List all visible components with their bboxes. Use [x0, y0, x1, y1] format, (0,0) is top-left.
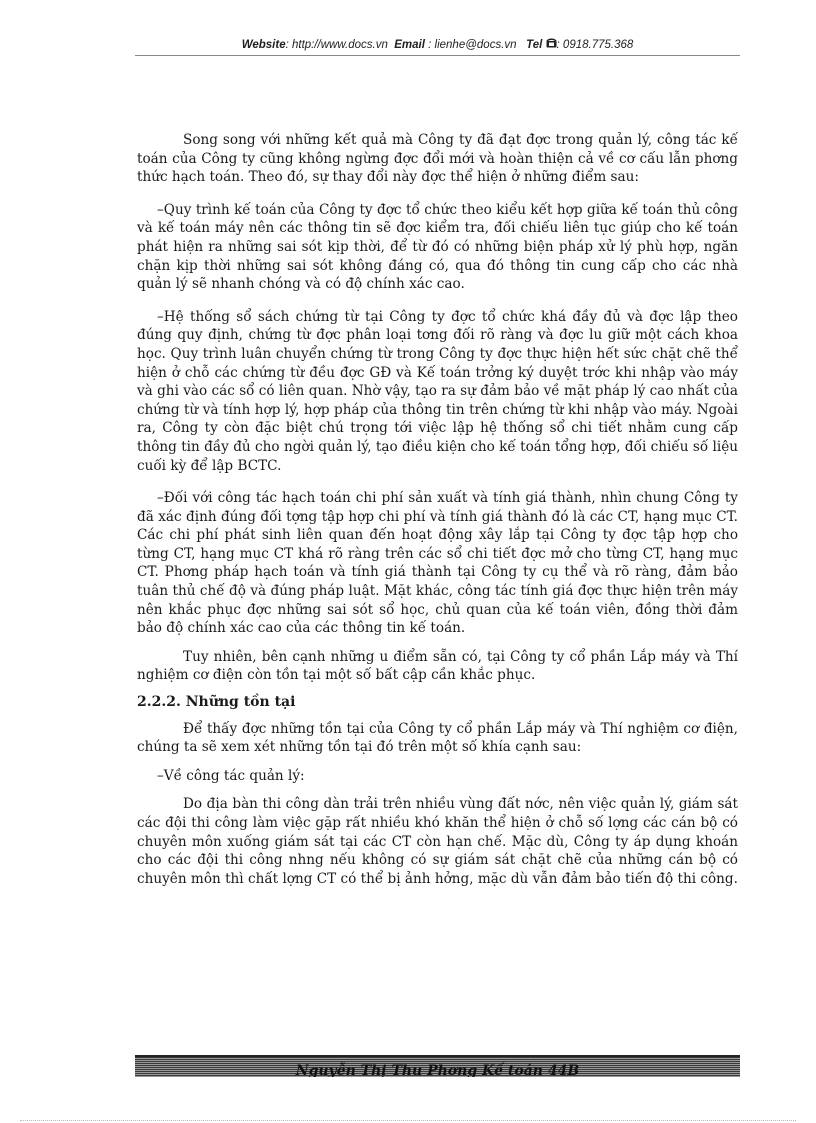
bullet-text: Đối với công tác hạch toán chi phí sản xuất và tính giá thành, nhìn chung Công ty đã xác định đúng đối tợng tập hợp chi phí và tính giá thành đó là các CT, hạng mục CT. Các chi phí phát sinh liên quan đến hoạt động xây lắp tại Công ty đợc tập hợp cho từng CT, hạng mục CT khá rõ ràng trên các sổ chi tiết đợc mở cho từng CT, hạng mục CT. Phơng pháp hạch toán và tính giá thành tại Công ty cụ thể và rõ ràng, đảm bảo tuân thủ chế độ và đúng pháp luật. Mặt khác, công tác tính giá đợc thực hiện trên máy nên khắc phục đợc những sai sót sổ học, chủ quan của kế toán viên, đồng thời đảm bảo độ chính xác cao của các thông tin kế toán. — [137, 490, 738, 637]
paragraph-however: Tuy nhiên, bên cạnh những u điểm sẵn có, tại Công ty cổ phần Lắp máy và Thí nghiệm cơ điện còn tồn tại một số bất cập cần khắc phục. — [137, 648, 738, 684]
header-divider — [135, 55, 740, 56]
dash-bullet: – — [157, 490, 164, 507]
document-body — [137, 131, 738, 902]
dash-bullet: – — [157, 767, 164, 784]
bullet-cost-accounting — [137, 489, 738, 638]
section-heading: 2.2.2. Những tồn tại — [137, 694, 296, 711]
website-label: Website — [241, 39, 286, 51]
bullet-text: Hệ thống sổ sách chứng từ tại Công ty đợc tổ chức khá đầy đủ và đợc lập theo đúng quy định, chứng từ đợc phân loại tơng đối rõ ràng và đợc lu giữ một cách khoa học. Quy trình luân chuyển chứng từ trong Công ty đợc thực hiện hết sức chặt chẽ thể hiện ở chỗ các chứng từ đều đợc GĐ và Kế toán trởng ký duyệt trớc khi nhập vào máy và ghi vào các sổ có liên quan. Nhờ vậy, tạo ra sự đảm bảo về mặt pháp lý cao nhất của chứng từ và tính hợp lý, hợp pháp của thông tin trên chứng từ khi nhập vào máy. Ngoài ra, Công ty còn đặc biệt chú trọng tới việc lập hệ thống sổ chi tiết nhằm cung cấp thông tin đầy đủ cho ngời quản lý, tạo điều kiện cho kế toán tổng hợp, đối chiếu số liệu cuối kỳ để lập BCTC. — [137, 308, 738, 474]
bullet-bookkeeping-system — [137, 308, 738, 475]
dash-bullet: – — [157, 308, 164, 325]
paragraph-construction-area: Do địa bàn thi công dàn trải trên nhiều vùng đất nớc, nên việc quản lý, giám sát các đội thi công làm việc gặp rất nhiều khó khăn thể hiện ở chỗ số lợng các cán bộ có chuyên môn xuống giám sát tại các CT còn hạn chế. Mặc dù, Công ty áp dụng khoán cho các đội thi công nhng nếu không có sự giám sát chặt chẽ của những cán bộ có chuyên môn thì chất lợng CT có thể bị ảnh hởng, mặc dù vẫn đảm bảo tiến độ thi công. — [137, 796, 738, 887]
paragraph-existing-issues: Để thấy đợc những tồn tại của Công ty cổ phần Lắp máy và Thí nghiệm cơ điện, chúng ta sẽ xem xét những tồn tại đó trên một số khía cạnh sau: — [137, 720, 738, 756]
paragraph-intro: Song song với những kết quả mà Công ty đã đạt đợc trong quản lý, công tác kế toán của Công ty cũng không ngừng đợc đổi mới và hoàn thiện cả về cơ cấu lẫn phơng thức hạch toán. Theo đó, sự thay đổi này đợc thể hiện ở những điểm sau: — [137, 132, 738, 186]
email-value: : lienhe@docs.vn — [428, 39, 517, 51]
tel-label: Tel — [526, 39, 543, 51]
page-bottom-divider — [20, 1120, 796, 1121]
website-value: : http://www.docs.vn — [285, 39, 388, 51]
dash-bullet: – — [157, 201, 164, 218]
phone-icon — [546, 39, 557, 51]
bullet-text: Quy trình kế toán của Công ty đợc tổ chức theo kiểu kết hợp giữa kế toán thủ công và kế toán máy nên các thông tin sẽ đợc kiểm tra, đối chiếu liên tục giúp cho kế toán phát hiện ra những sai sót kịp thời, để từ đó có những biện pháp xử lý phù hợp, ngăn chặn kịp thời những sai sót không đáng có, qua đó thông tin cung cấp cho các nhà quản lý sẽ nhanh chóng và có độ chính xác cao. — [137, 201, 738, 293]
bullet-text: Về công tác quản lý: — [163, 767, 305, 784]
tel-value: : 0918.775.368 — [556, 39, 634, 51]
bullet-accounting-process — [137, 201, 738, 294]
bullet-management — [137, 767, 738, 786]
page-footer — [135, 1055, 740, 1077]
email-label: Email — [394, 39, 425, 51]
footer-author: Nguyễn Thị Thu Phơng Kế toán 44B — [295, 1063, 580, 1077]
page-header — [135, 38, 740, 51]
